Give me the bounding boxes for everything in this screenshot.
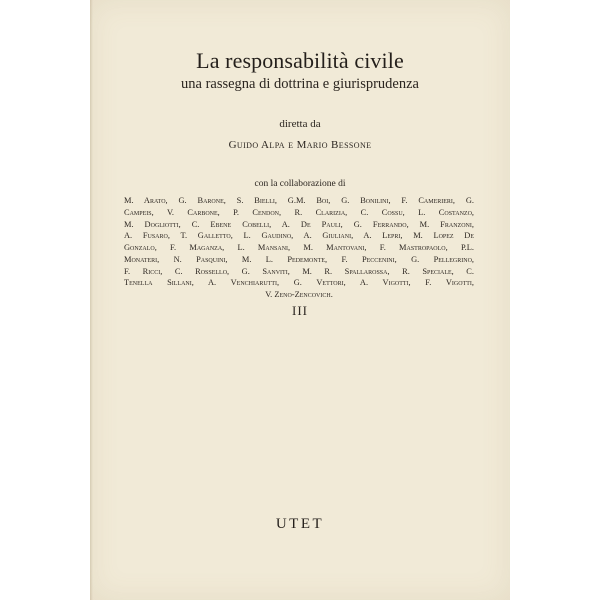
contributors-line: V. Zeno-Zencovich. xyxy=(265,290,333,299)
book-title: La responsabilità civile xyxy=(196,48,404,73)
title-page xyxy=(90,0,510,600)
contributors-line: M. Dogliotti, C. Ebene Cobelli, A. De Pauli, G. Ferrando, M. Franzoni, xyxy=(124,219,474,229)
contributors-line: Campeis, V. Carbone, P. Cendon, R. Clarizia, C. Cossu, L. Costanzo, xyxy=(124,207,474,217)
contributors-line: Monateri, N. Pasquini, M. L. Pedemonte, F. Peccenini, G. Pellegrino, xyxy=(124,254,474,264)
contributors-line: M. Arato, G. Barone, S. Bielli, G.M. Boi, G. Bonilini, F. Camerieri, G. xyxy=(124,196,474,205)
contributors-list xyxy=(124,195,474,301)
contributors-line: A. Fusaro, T. Galletto, L. Gaudino, A. Giuliani, A. Lepri, M. Lopez De xyxy=(124,231,474,241)
book-subtitle: una rassegna di dottrina e giurisprudenza xyxy=(181,76,419,92)
contributors-line: Tenella Sillani, A. Venchiarutti, G. Vettori, A. Vigotti, F. Vigotti, xyxy=(124,278,474,288)
editors-names: Guido Alpa e Mario Bessone xyxy=(228,139,372,151)
contributors-line: Gonzalo, F. Maganza, L. Mansani, M. Mantovani, F. Mastropaolo, P.L. xyxy=(124,243,474,252)
collaboration-label: con la collaborazione di xyxy=(254,179,346,189)
contributors-line: F. Ricci, C. Rossello, G. Sanviti, M. R. Spallarossa, R. Speciale, C. xyxy=(124,266,474,276)
publisher-name: UTET xyxy=(275,516,325,532)
volume-number: III xyxy=(292,303,308,318)
directed-by-label: diretta da xyxy=(279,118,321,130)
